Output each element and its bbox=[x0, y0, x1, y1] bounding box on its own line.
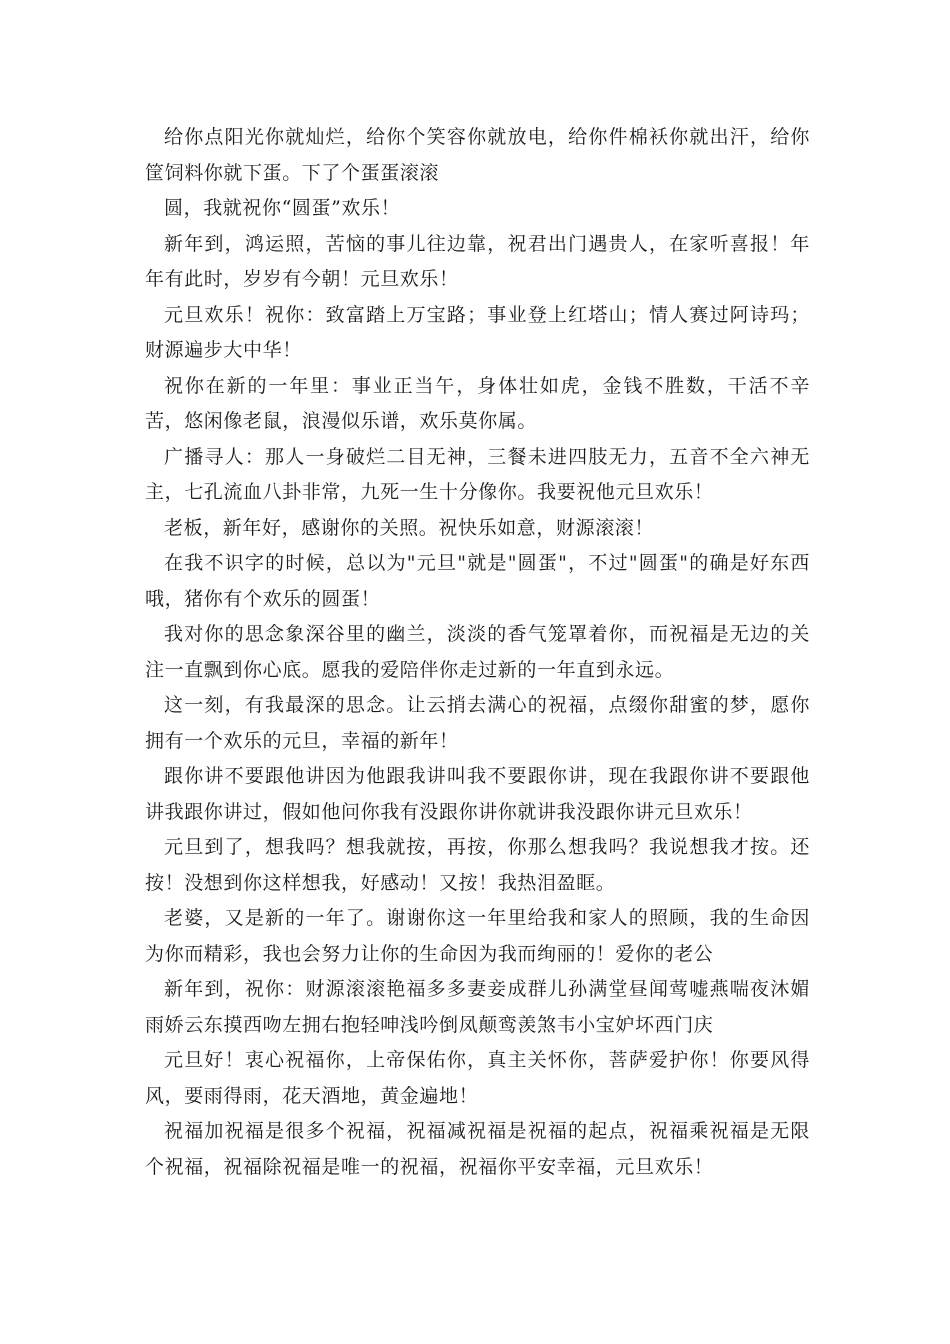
paragraph: 新年到，祝你：财源滚滚艳福多多妻妾成群儿孙满堂昼闻莺嘘燕喘夜沐媚雨娇云东摸西吻左拥右抱轻呻浅吟倒凤颠鸾羡煞韦小宝妒坏西门庆 bbox=[145, 978, 810, 1036]
paragraph: 老板，新年好，感谢你的关照。祝快乐如意，财源滚滚！ bbox=[164, 516, 655, 539]
paragraph: 在我不识字的时候，总以为"元旦"就是"圆蛋"，不过"圆蛋"的确是好东西哦，猪你有个欢乐的圆蛋！ bbox=[145, 552, 810, 610]
paragraph: 元旦欢乐！祝你：致富踏上万宝路；事业登上红塔山；情人赛过阿诗玛；财源遍步大中华！ bbox=[145, 303, 810, 361]
paragraph: 广播寻人：那人一身破烂二目无神，三餐未进四肢无力，五音不全六神无主，七孔流血八卦非常，九死一生十分像你。我要祝他元旦欢乐！ bbox=[145, 445, 810, 503]
paragraph: 元旦到了，想我吗？想我就按，再按，你那么想我吗？我说想我才按。还按！没想到你这样想我，好感动！又按！我热泪盈眶。 bbox=[145, 836, 810, 894]
paragraph: 祝你在新的一年里：事业正当午，身体壮如虎，金钱不胜数，干活不辛苦，悠闲像老鼠，浪漫似乐谱，欢乐莫你属。 bbox=[145, 374, 810, 432]
paragraph: 老婆，又是新的一年了。谢谢你这一年里给我和家人的照顾，我的生命因为你而精彩，我也会努力让你的生命因为我而绚丽的！爱你的老公 bbox=[145, 907, 810, 965]
paragraph: 我对你的思念象深谷里的幽兰，淡淡的香气笼罩着你，而祝福是无边的关注一直飘到你心底。愿我的爱陪伴你走过新的一年直到永远。 bbox=[145, 623, 810, 681]
paragraph: 元旦好！衷心祝福你，上帝保佑你，真主关怀你，菩萨爱护你！你要风得风，要雨得雨，花天酒地，黄金遍地！ bbox=[145, 1049, 810, 1107]
document-body bbox=[145, 120, 810, 1185]
paragraph: 祝福加祝福是很多个祝福，祝福减祝福是祝福的起点，祝福乘祝福是无限个祝福，祝福除祝福是唯一的祝福，祝福你平安幸福，元旦欢乐！ bbox=[145, 1120, 810, 1178]
paragraph: 跟你讲不要跟他讲因为他跟我讲叫我不要跟你讲，现在我跟你讲不要跟他讲我跟你讲过，假如他问你我有没跟你讲你就讲我没跟你讲元旦欢乐！ bbox=[145, 765, 810, 823]
paragraph: 圆，我就祝你“圆蛋”欢乐！ bbox=[164, 197, 401, 219]
paragraph: 这一刻，有我最深的思念。让云捎去满心的祝福，点缀你甜蜜的梦，愿你拥有一个欢乐的元旦，幸福的新年！ bbox=[145, 694, 810, 752]
paragraph: 新年到，鸿运照，苦恼的事儿往边靠，祝君出门遇贵人，在家听喜报！年年有此时，岁岁有今朝！元旦欢乐！ bbox=[145, 232, 810, 290]
paragraph: 给你点阳光你就灿烂，给你个笑容你就放电，给你件棉袄你就出汗，给你筐饲料你就下蛋。下了个蛋蛋滚滚 bbox=[145, 126, 810, 184]
